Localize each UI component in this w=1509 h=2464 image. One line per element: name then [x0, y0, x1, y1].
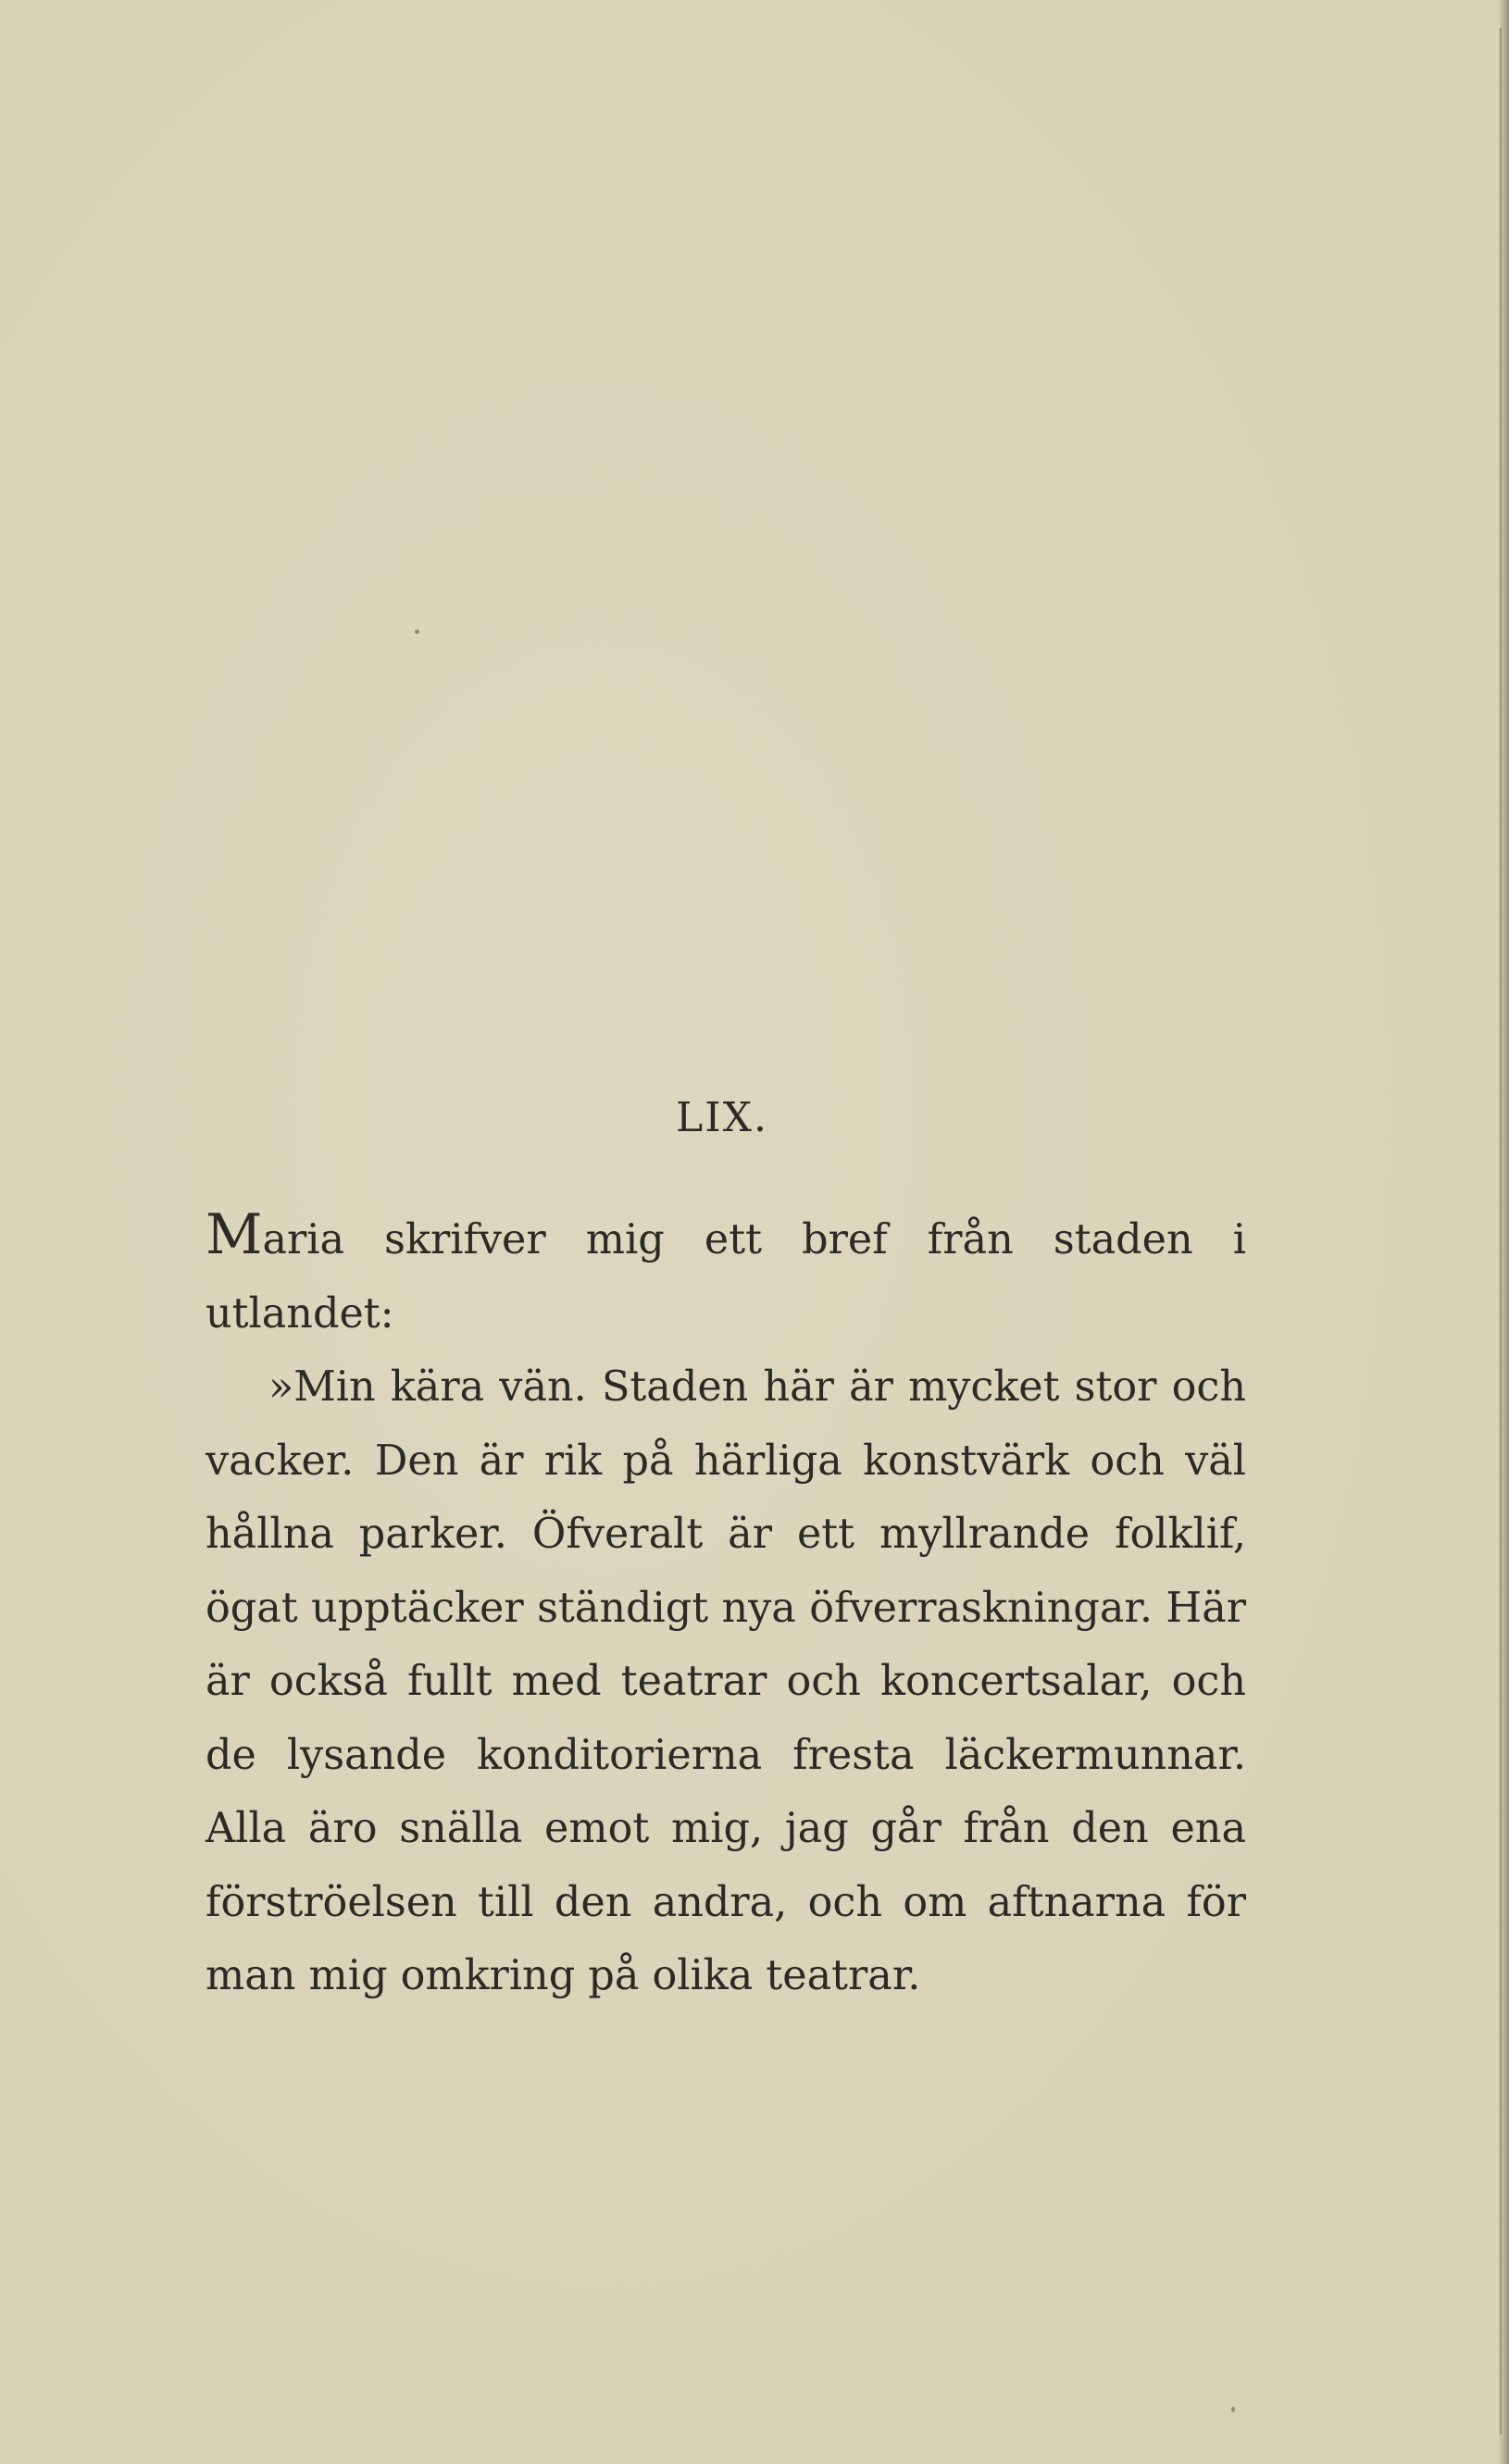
letter-body-paragraph: »Min kära vän. Staden här är mycket stor och vacker. Den är rik på härliga konstvärk och väl hållna parker. Öfveralt är ett myllrande folklif, ögat upptäcker ständigt nya öfverraskningar. Här är också fullt med teatrar och koncertsalar, och de lysande konditorierna fresta läckermunnar. Alla äro snälla emot mig, jag går från den ena förströelsen till den andra, och om aftnarna för man mig omkring på olika teatrar.	[206, 1363, 1246, 1999]
chapter-heading: LIX.	[676, 1094, 768, 1141]
paper-speck	[1231, 2407, 1235, 2412]
letter-opening-paragraph	[206, 1203, 1246, 1350]
initial-letter: M	[206, 1202, 263, 1267]
opening-text: aria skrifver mig ett bref från staden i utlandet:	[206, 1216, 1246, 1338]
letter-text	[206, 1203, 1246, 2013]
page-edge-line	[1500, 28, 1502, 2434]
paper-speck	[415, 629, 419, 634]
